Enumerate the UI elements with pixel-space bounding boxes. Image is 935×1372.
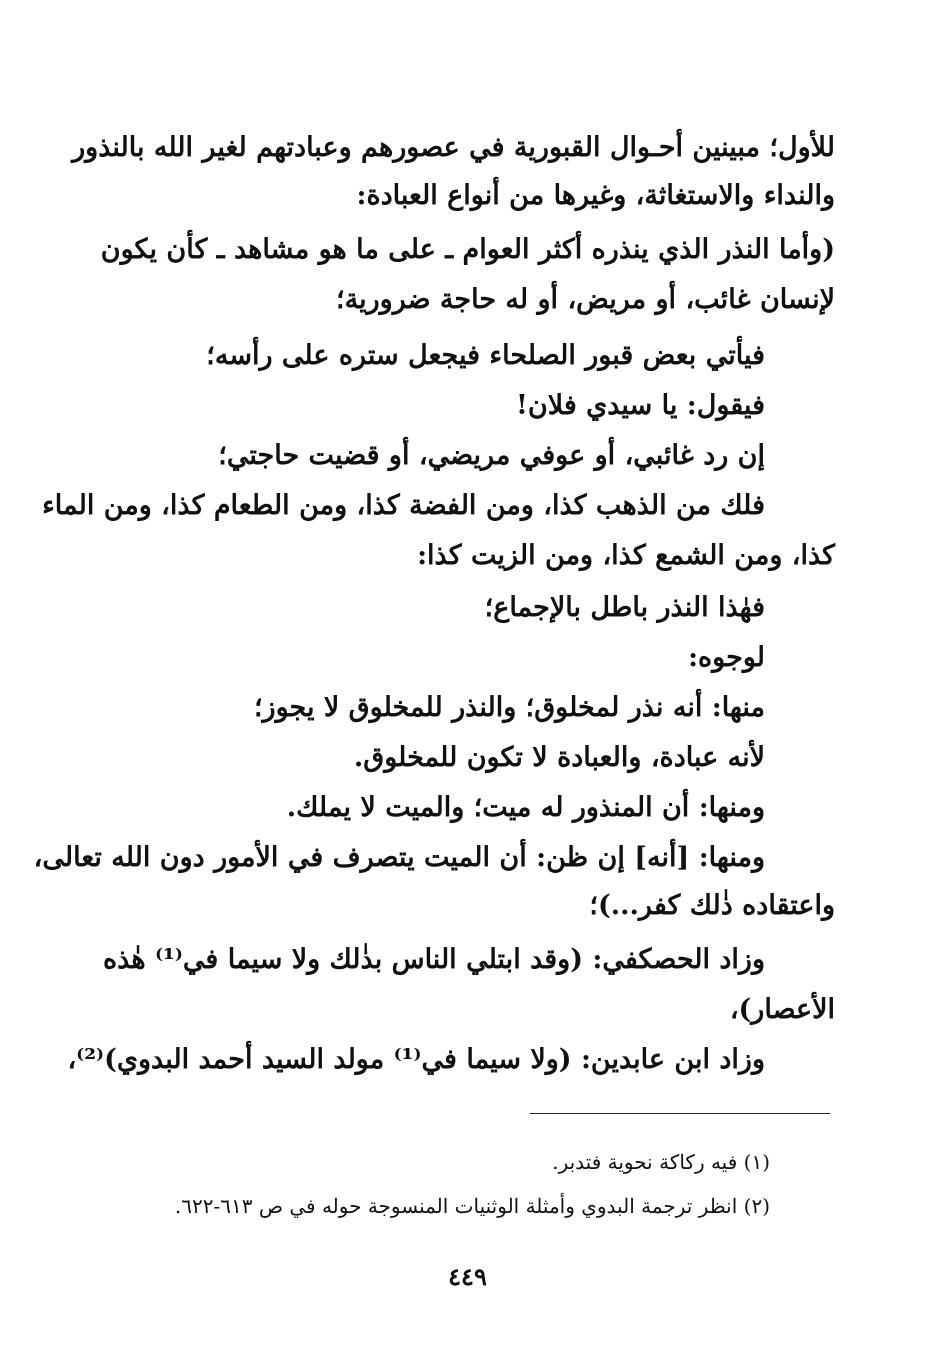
body-line-7: إن رد غائبي، أو عوفي مريضي، أو قضيت حاجتي؛: [218, 440, 765, 471]
body-line-12: منها: أنه نذر لمخلوق؛ والنذر للمخلوق لا يجوز؛: [253, 692, 765, 723]
body-line-5: فيأتي بعض قبور الصلحاء فيجعل ستره على رأسه؛: [206, 340, 765, 371]
footnote-2: (٢) انظر ترجمة البدوي وأمثلة الوثنيات المنسوجة حوله في ص ٦١٣-٦٢٢.: [174, 1194, 770, 1218]
body-line-3: (وأما النذر الذي ينذره أكثر العوام ـ على ما هو مشاهد ـ كأن يكون: [100, 234, 835, 265]
body-line-14: ومنها: أن المنذور له ميت؛ والميت لا يملك.: [286, 792, 765, 823]
body-line-13: لأنه عبادة، والعبادة لا تكون للمخلوق.: [353, 742, 765, 773]
body-line-18: الأعصار)،: [729, 994, 835, 1025]
footnote-1: (١) فيه ركاكة نحوية فتدبر.: [552, 1150, 770, 1174]
body-line-16: واعتقاده ذٰلك كفر...)؛: [589, 890, 835, 921]
body-line-19: وزاد ابن عابدين: (ولا سيما في⁽¹⁾ مولد السيد أحمد البدوي)⁽²⁾،: [67, 1044, 765, 1075]
body-line-8: فلك من الذهب كذا، ومن الفضة كذا، ومن الطعام كذا، ومن الماء: [42, 490, 765, 521]
body-line-2: والنداء والاستغاثة، وغيرها من أنواع العبادة:: [356, 180, 835, 211]
body-line-15: ومنها: [أنه] إن ظن: أن الميت يتصرف في الأمور دون الله تعالى،: [33, 842, 765, 873]
body-line-1: للأول؛ مبينين أحـوال القبورية في عصورهم وعبادتهم لغير الله بالنذور: [72, 132, 835, 163]
body-line-6: فيقول: يا سيدي فلان!: [516, 390, 765, 421]
body-line-9: كذا، ومن الشمع كذا، ومن الزيت كذا:: [417, 540, 835, 571]
body-line-10: فهٰذا النذر باطل بالإجماع؛: [484, 592, 765, 623]
body-line-17: وزاد الحصكفي: (وقد ابتلي الناس بذٰلك ولا سيما في⁽¹⁾ هٰذه: [103, 944, 765, 975]
page-number: ٤٤٩: [448, 1262, 487, 1291]
footnote-divider: [530, 1113, 830, 1114]
body-line-11: لوجوه:: [688, 642, 765, 673]
body-line-4: لإنسان غائب، أو مريض، أو له حاجة ضرورية؛: [336, 284, 835, 315]
